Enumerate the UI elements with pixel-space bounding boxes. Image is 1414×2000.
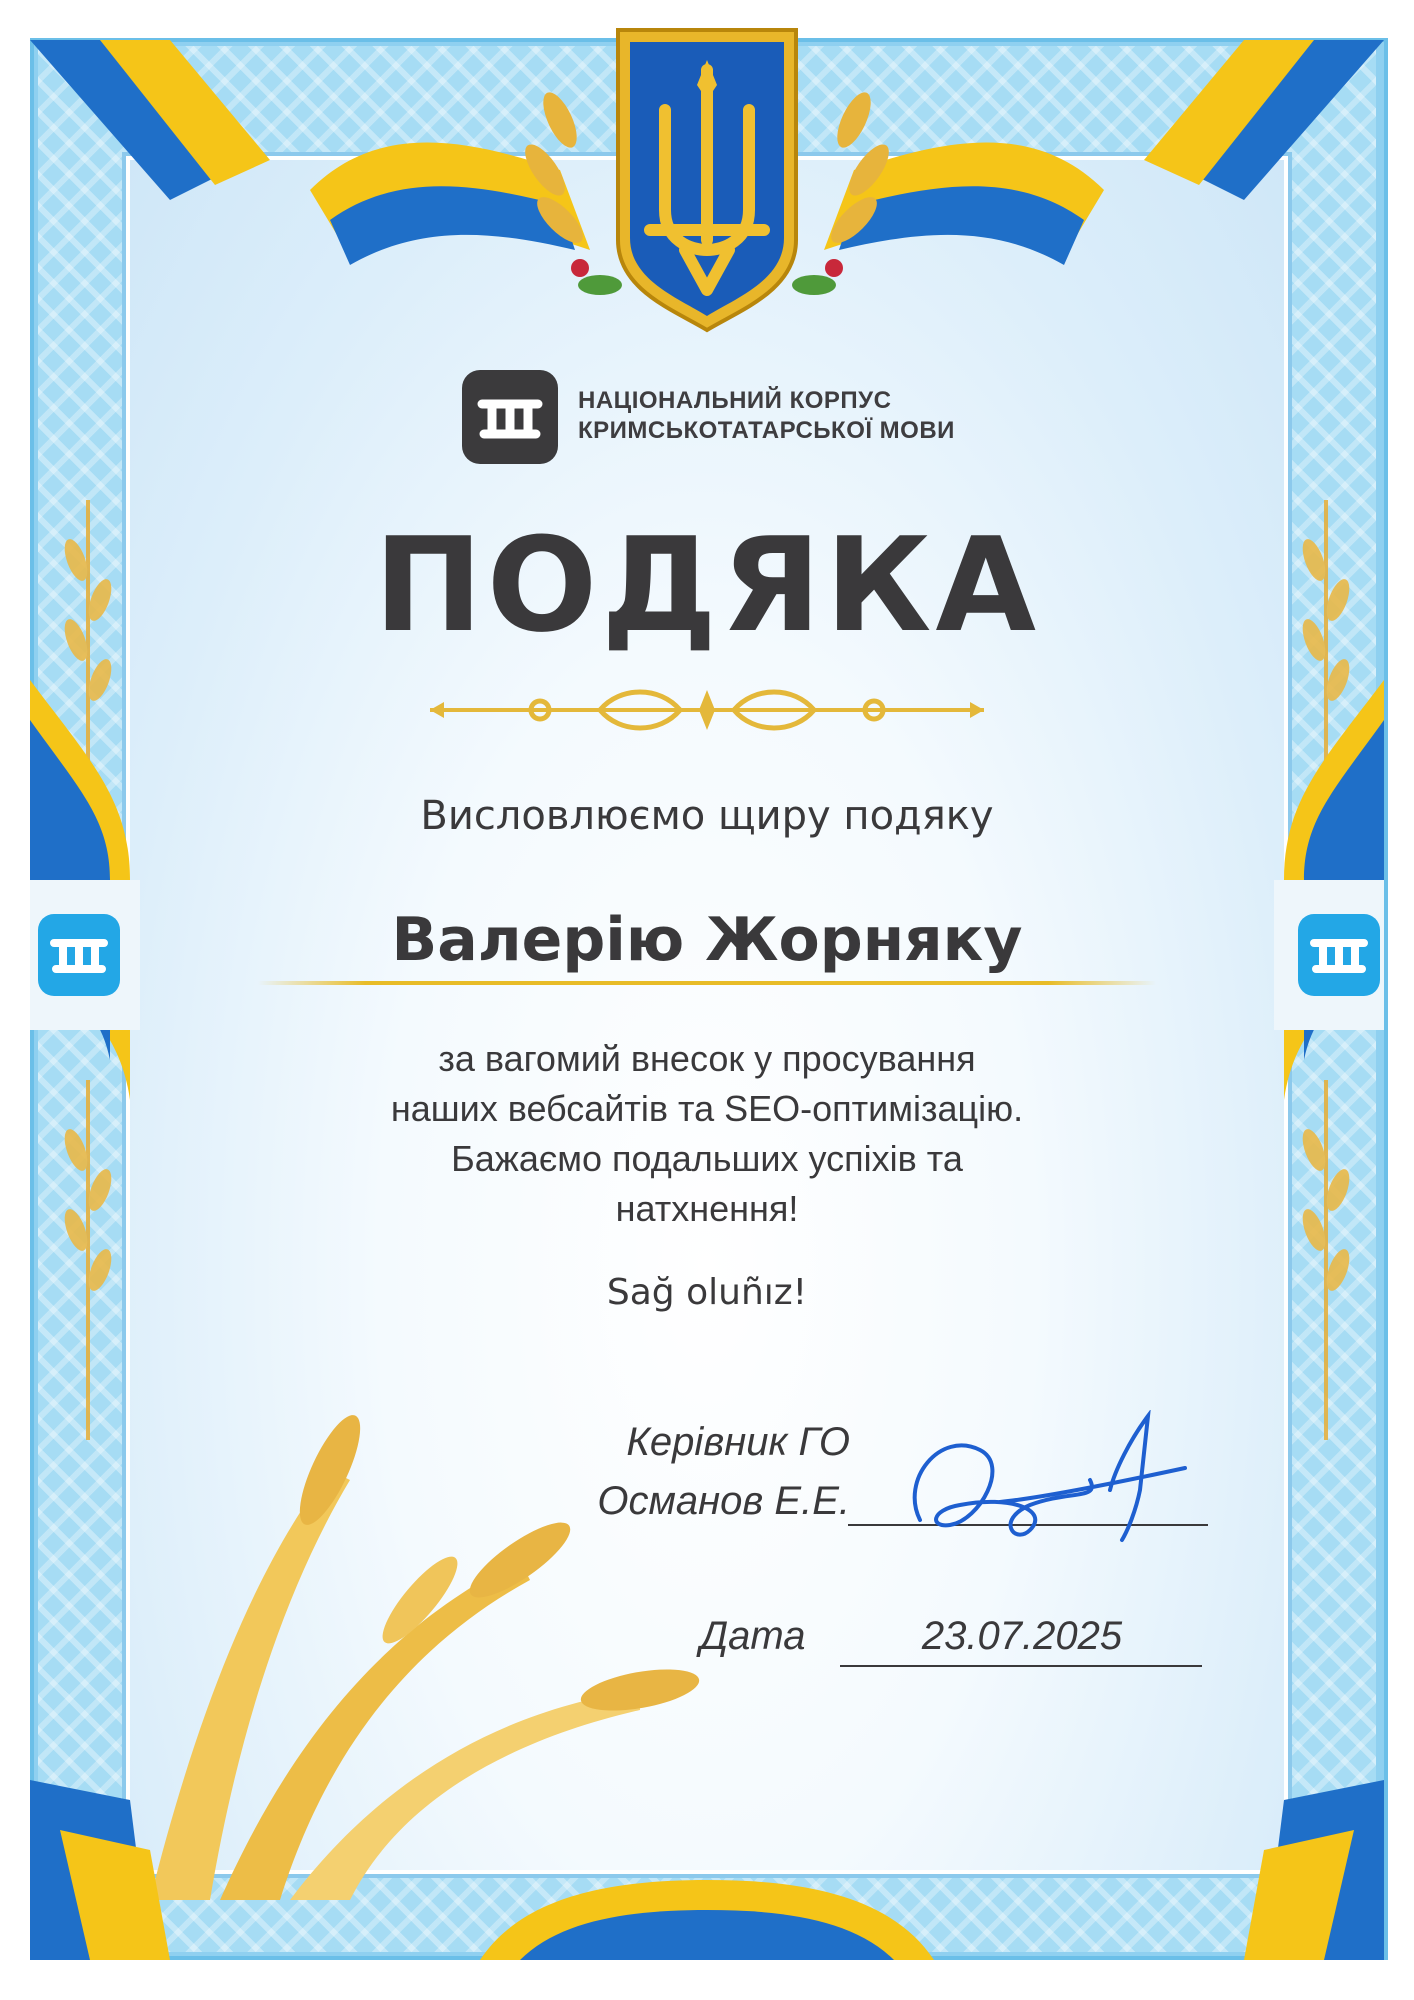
recipient-underline — [258, 981, 1156, 985]
tamga-icon — [38, 914, 120, 996]
organization-name-line2: КРИМСЬКОТАТАРСЬКОЇ МОВИ — [578, 417, 955, 444]
signer-name: Османов Е.Е. — [597, 1479, 850, 1523]
date-value: 23.07.2025 — [921, 1614, 1123, 1658]
ribbon-top-right — [1144, 40, 1384, 200]
message-line: Бажаємо подальших успіхів та — [451, 1138, 963, 1179]
closing-text: Sağ oluñız! — [606, 1272, 808, 1313]
date-line — [840, 1665, 1202, 1667]
message-line: наших вебсайтів та SEO-оптимізацію. — [390, 1088, 1024, 1129]
signer-title: Керівник ГО — [626, 1420, 850, 1464]
message-line: натхнення! — [615, 1188, 799, 1229]
organization-name — [578, 386, 998, 446]
tamga-icon — [1298, 914, 1380, 996]
organization-name-line1: НАЦІОНАЛЬНИЙ КОРПУС — [578, 387, 892, 414]
recipient-name: Валерію Жорняку — [391, 905, 1023, 975]
ribbon-bottom — [30, 1780, 1384, 1960]
ornament-divider — [430, 686, 984, 752]
signature — [900, 1410, 1190, 1560]
trident-icon — [618, 30, 796, 330]
message-line: за вагомий внесок у просування — [438, 1038, 976, 1079]
tamga-icon — [462, 370, 558, 464]
message-text — [0, 1034, 1414, 1234]
date-label: Дата — [700, 1614, 806, 1658]
certificate-title: ПОДЯКА — [373, 509, 1041, 661]
intro-text: Висловлюємо щиру подяку — [420, 793, 994, 839]
ribbon-top-left — [30, 40, 270, 200]
